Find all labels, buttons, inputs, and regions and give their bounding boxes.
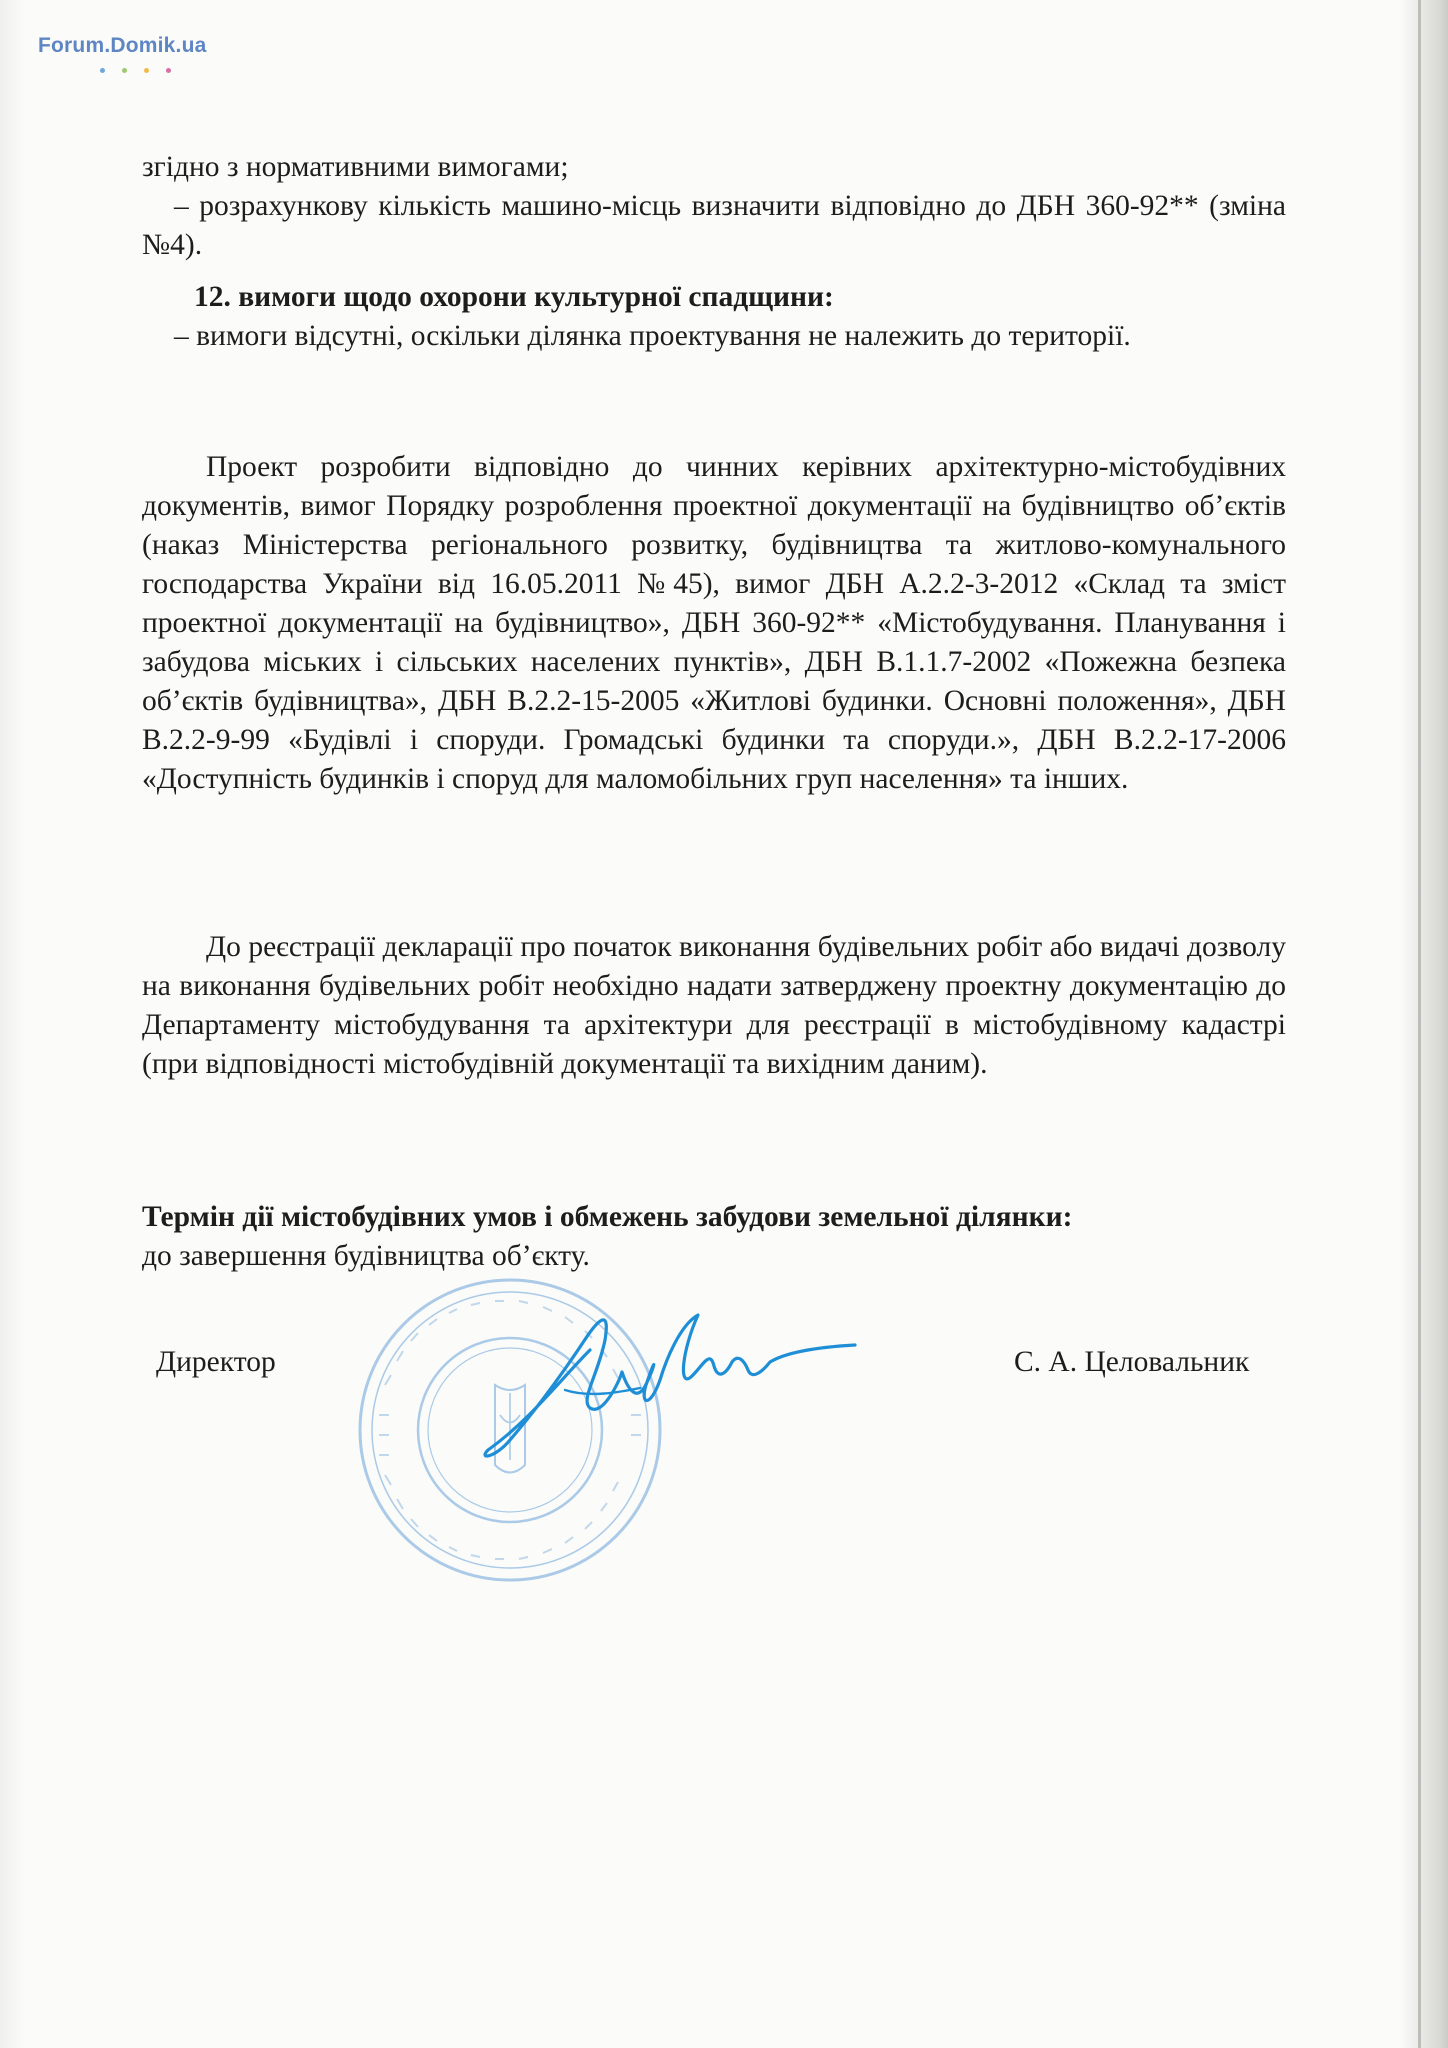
term-heading: Термін дії містобудівних умов і обмежень забудови земельної ділянки:	[142, 1201, 1073, 1233]
page-binding-edge	[1418, 0, 1421, 2048]
watermark-logo: Forum.Domik.ua	[38, 34, 207, 57]
handwritten-signature-icon	[470, 1280, 860, 1480]
heritage-requirement: – вимоги відсутні, оскільки ділянка проектування не належить до території.	[174, 320, 1131, 352]
watermark-dot	[122, 68, 127, 73]
watermark-dot	[100, 68, 105, 73]
signatory-name: С. А. Целовальник	[1014, 1346, 1250, 1378]
section-12-heading: 12. вимоги щодо охорони культурної спадщини:	[194, 281, 834, 313]
watermark-dot	[166, 68, 171, 73]
term-value: до завершення будівництва об’єкту.	[142, 1240, 590, 1272]
watermark-dot	[144, 68, 149, 73]
signatory-position: Директор	[156, 1346, 276, 1378]
watermark-dots	[100, 60, 188, 78]
text-line-requirements: згідно з нормативними вимогами;	[142, 151, 569, 183]
registration-paragraph: До реєстрації декларації про початок виконання будівельних робіт або видачі дозволу на виконання будівельних робіт необхідно надати затверджену проектну документацію до Департаменту містобудування та архітектури для реєстрації в містобудівному кадастрі (при відповідності містобудівній документації та вихідним даним).	[142, 931, 1286, 1080]
parking-requirement: – розрахункову кількість машино-місць визначити відповідно до ДБН 360-92** (зміна №4).	[142, 190, 1286, 261]
project-paragraph: Проект розробити відповідно до чинних керівних архітектурно-містобудівних документів, вимог Порядку розроблення проектної документації на будівництво об’єктів (наказ Міністерства регіонального розвитку, будівництва та житлово-комунального господарства України від 16.05.2011 №45), вимог ДБН А.2.2-3-2012 «Склад та зміст проектної документації на будівництво», ДБН 360-92** «Містобудування. Планування і забудова міських і сільських населених пунктів», ДБН В.1.1.7-2002 «Пожежна безпека об’єктів будівництва», ДБН В.2.2-15-2005 «Житлові будинки. Основні положення», ДБН В.2.2-9-99 «Будівлі і споруди. Громадські будинки та споруди.», ДБН В.2.2-17-2006 «Доступність будинків і споруд для маломобільних груп населення» та інших.	[142, 451, 1286, 795]
